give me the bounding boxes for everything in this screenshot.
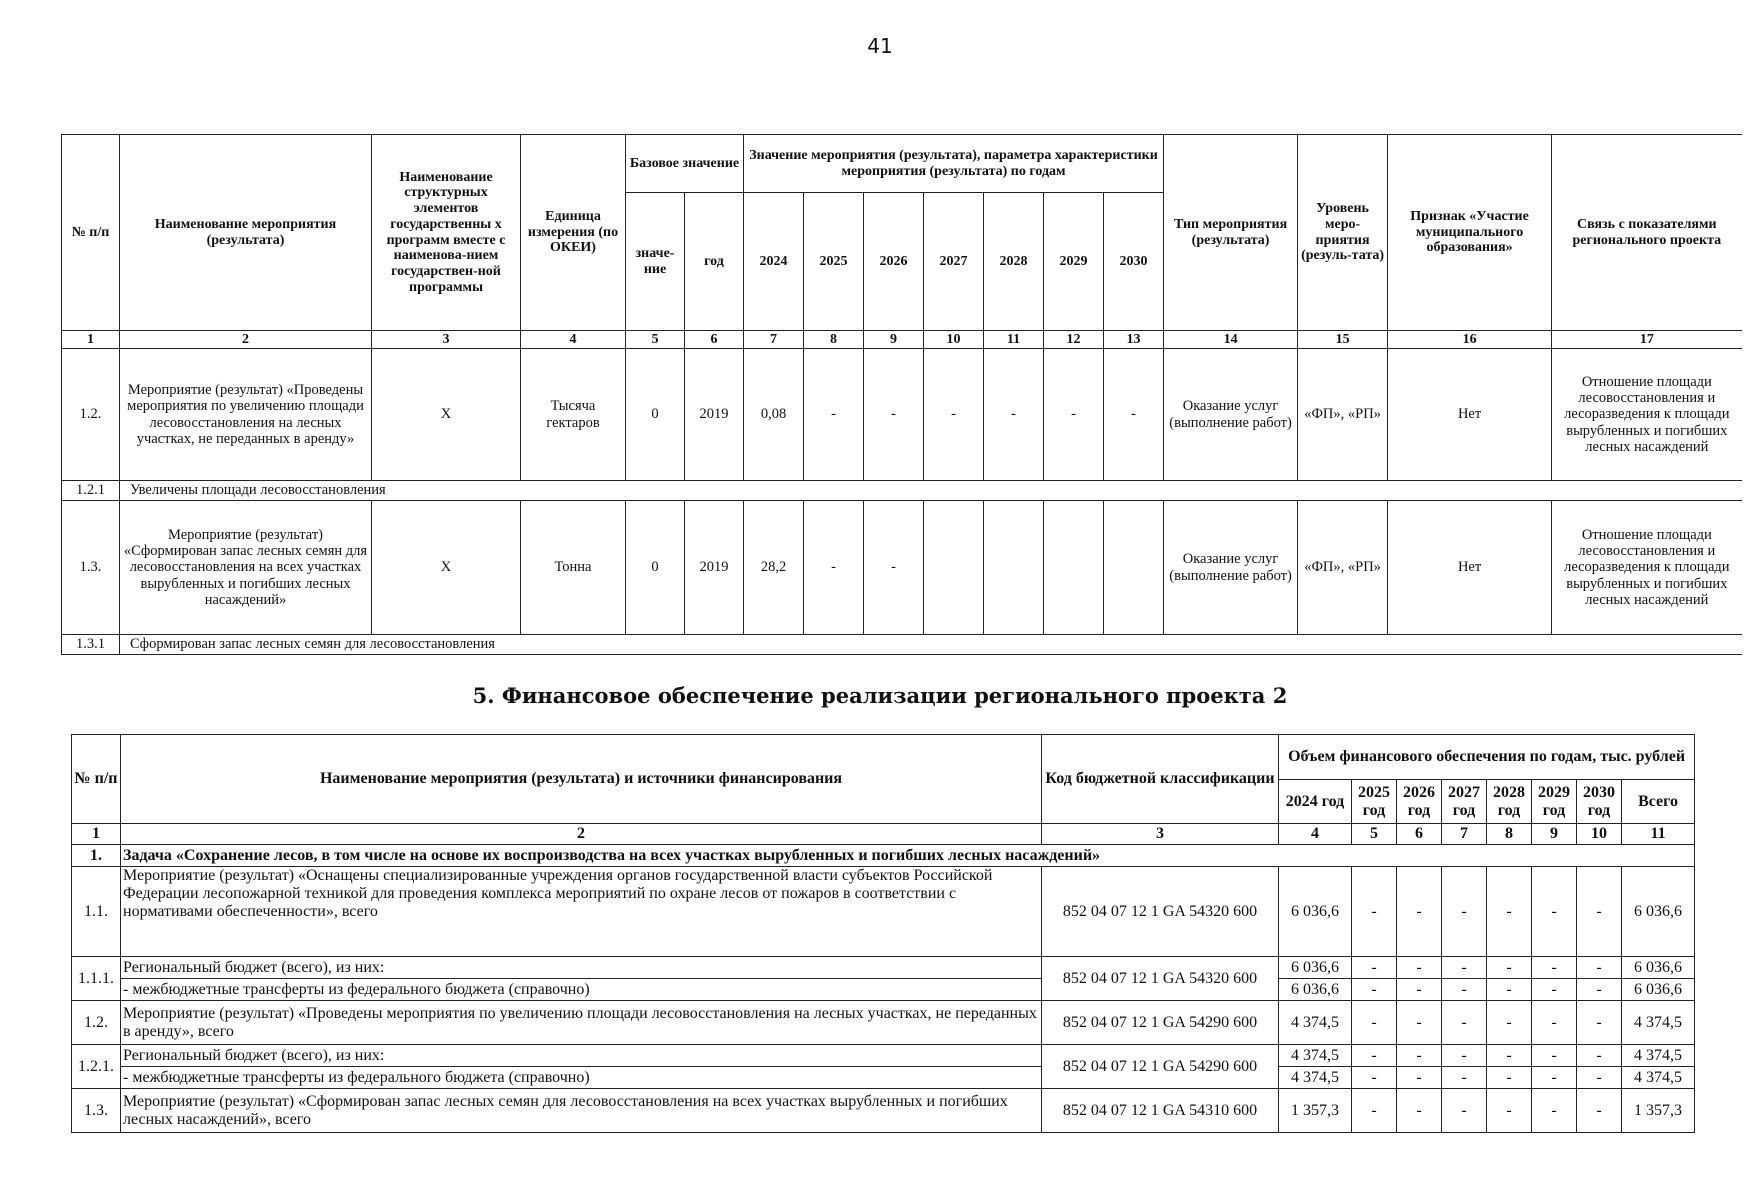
row-value: -: [1532, 979, 1577, 1001]
row-value: -: [1442, 979, 1487, 1001]
row-name: Мероприятие (результат) «Оснащены специализированные учреждения органов государственной власти субъектов Российской Федерации лесопожарной техникой для проведения комплекса мероприятий по охране лесов от пожаров в соответствии с нормативами обеспеченности», всего: [121, 867, 1042, 957]
row-value: -: [1532, 867, 1577, 957]
col-year-header: 2027: [924, 193, 984, 331]
table-row: [72, 867, 1695, 957]
row-base-value: 0: [626, 501, 685, 635]
col-number: 16: [1388, 331, 1552, 349]
row-num: 1.2.: [72, 1001, 121, 1045]
row-total: 1 357,3: [1622, 1089, 1695, 1133]
row-num: 1.3.1: [62, 635, 120, 655]
col-year-header: 2029: [1044, 193, 1104, 331]
col-year-header: 2030: [1104, 193, 1164, 331]
row-value: 4 374,5: [1279, 1067, 1352, 1089]
col-municipal-header: Признак «Участие муниципального образования»: [1388, 135, 1552, 331]
col-struct-header: Наименование структурных элементов государственны х программ вместе с наименова-нием государствен-ной программы: [372, 135, 521, 331]
col-base-year-header: год: [685, 193, 744, 331]
row-type: Оказание услуг (выполнение работ): [1164, 349, 1298, 481]
col-base-value-header: значе-ние: [626, 193, 685, 331]
col-name-header: Наименование мероприятия (результата) и источники финансирования: [121, 735, 1042, 824]
row-num: 1.1.1.: [72, 957, 121, 1001]
row-value: -: [1532, 1089, 1577, 1133]
col-number: 9: [1532, 824, 1577, 845]
column-numbers-row: [72, 824, 1695, 845]
row-value: -: [1577, 979, 1622, 1001]
col-unit-header: Единица измерения (по ОКЕИ): [521, 135, 626, 331]
row-value: 6 036,6: [1279, 957, 1352, 979]
row-value: -: [1577, 1045, 1622, 1067]
row-value: -: [1532, 957, 1577, 979]
col-number: 10: [1577, 824, 1622, 845]
row-name: Региональный бюджет (всего), из них:: [121, 957, 1042, 979]
col-number: 1: [62, 331, 120, 349]
row-num: 1.1.: [72, 867, 121, 957]
row-code: 852 04 07 12 1 GA 54290 600: [1042, 1001, 1279, 1045]
page-number: 41: [867, 34, 893, 58]
row-code: 852 04 07 12 1 GA 54290 600: [1042, 1045, 1279, 1089]
table-row: [72, 979, 1695, 1001]
row-year-value: 28,2: [744, 501, 804, 635]
row-total: 6 036,6: [1622, 867, 1695, 957]
col-number: 14: [1164, 331, 1298, 349]
col-year-header: 2025 год: [1352, 780, 1397, 824]
table-row: [72, 1045, 1695, 1067]
col-values-header: Значение мероприятия (результата), параметра характеристики мероприятия (результата) по годам: [744, 135, 1164, 193]
row-value: -: [1577, 867, 1622, 957]
row-year-value: [984, 501, 1044, 635]
col-year-header: 2026: [864, 193, 924, 331]
row-year-value: -: [984, 349, 1044, 481]
row-text: Увеличены площади лесовосстановления: [120, 481, 1742, 501]
row-value: 6 036,6: [1279, 867, 1352, 957]
table-row: [72, 1089, 1695, 1133]
row-value: -: [1397, 1089, 1442, 1133]
row-link: Отношение площади лесовосстановления и лесоразведения к площади вырубленных и погибших лесных насаждений: [1552, 349, 1742, 481]
col-year-header: 2028 год: [1487, 780, 1532, 824]
financing-table: [71, 734, 1695, 1133]
col-number: 3: [1042, 824, 1279, 845]
row-link: Отношение площади лесовосстановления и лесоразведения к площади вырубленных и погибших лесных насаждений: [1552, 501, 1742, 635]
col-number: 4: [1279, 824, 1352, 845]
row-value: -: [1397, 1001, 1442, 1045]
col-level-header: Уровень меро-приятия (резуль-тата): [1298, 135, 1388, 331]
row-value: -: [1487, 1045, 1532, 1067]
col-number: 1: [72, 824, 121, 845]
row-value: -: [1397, 1067, 1442, 1089]
row-code: 852 04 07 12 1 GA 54320 600: [1042, 957, 1279, 1001]
row-total: 6 036,6: [1622, 957, 1695, 979]
row-value: -: [1397, 1045, 1442, 1067]
col-year-header: 2028: [984, 193, 1044, 331]
row-name: Мероприятие (результат) «Проведены мероприятия по увеличению площади лесовосстановления на лесных участках, не переданных в аренду»: [120, 349, 372, 481]
row-value: -: [1352, 1067, 1397, 1089]
row-value: -: [1577, 1067, 1622, 1089]
row-name: - межбюджетные трансферты из федерального бюджета (справочно): [121, 1067, 1042, 1089]
row-value: -: [1532, 1001, 1577, 1045]
row-year-value: [1044, 501, 1104, 635]
row-value: 6 036,6: [1279, 979, 1352, 1001]
col-year-header: 2030 год: [1577, 780, 1622, 824]
row-value: -: [1577, 1089, 1622, 1133]
table-row: [62, 481, 1742, 501]
table-row: [62, 501, 1742, 635]
col-number: 5: [1352, 824, 1397, 845]
row-value: -: [1352, 957, 1397, 979]
section-title: 5. Финансовое обеспечение реализации регионального проекта 2: [472, 683, 1288, 708]
row-value: -: [1352, 1001, 1397, 1045]
row-code: 852 04 07 12 1 GA 54310 600: [1042, 1089, 1279, 1133]
col-type-header: Тип мероприятия (результата): [1164, 135, 1298, 331]
row-value: -: [1442, 1067, 1487, 1089]
row-base-value: 0: [626, 349, 685, 481]
column-numbers-row: [62, 331, 1742, 349]
col-number: 12: [1044, 331, 1104, 349]
row-value: -: [1487, 1067, 1532, 1089]
col-volume-header: Объем финансового обеспечения по годам, тыс. рублей: [1279, 735, 1695, 780]
table-row: [62, 635, 1742, 655]
table-row: [62, 349, 1742, 481]
row-num: 1.2.1.: [72, 1045, 121, 1089]
results-table: [61, 134, 1742, 655]
row-value: -: [1397, 979, 1442, 1001]
row-num: 1.3.: [72, 1089, 121, 1133]
row-num: 1.2.1: [62, 481, 120, 501]
col-code-header: Код бюджетной классификации: [1042, 735, 1279, 824]
col-number: 3: [372, 331, 521, 349]
row-base-year: 2019: [685, 349, 744, 481]
col-number: 2: [121, 824, 1042, 845]
row-name: Мероприятие (результат) «Проведены мероприятия по увеличению площади лесовосстановления на лесных участках, не переданных в аренду», всего: [121, 1001, 1042, 1045]
col-name-header: Наименование мероприятия (результата): [120, 135, 372, 331]
table-row: [72, 1001, 1695, 1045]
row-year-value: [1104, 501, 1164, 635]
row-num: 1.2.: [62, 349, 120, 481]
row-value: -: [1442, 1089, 1487, 1133]
row-name: Мероприятие (результат) «Сформирован запас лесных семян для лесовосстановления на всех участках вырубленных и погибших лесных насаждений», всего: [121, 1089, 1042, 1133]
row-year-value: 0,08: [744, 349, 804, 481]
row-name: - межбюджетные трансферты из федерального бюджета (справочно): [121, 979, 1042, 1001]
row-value: -: [1532, 1067, 1577, 1089]
col-number: 8: [804, 331, 864, 349]
row-value: 4 374,5: [1279, 1045, 1352, 1067]
row-struct: Х: [372, 501, 521, 635]
row-value: -: [1397, 957, 1442, 979]
task-text: Задача «Сохранение лесов, в том числе на основе их воспроизводства на всех участках вырубленных и погибших лесных насаждений»: [121, 845, 1695, 867]
row-value: -: [1487, 1001, 1532, 1045]
col-total-header: Всего: [1622, 780, 1695, 824]
col-number: 15: [1298, 331, 1388, 349]
row-year-value: [924, 501, 984, 635]
row-value: -: [1352, 867, 1397, 957]
row-value: 4 374,5: [1279, 1001, 1352, 1045]
row-value: -: [1352, 1089, 1397, 1133]
row-value: -: [1442, 867, 1487, 957]
row-year-value: -: [924, 349, 984, 481]
row-value: -: [1532, 1045, 1577, 1067]
row-year-value: -: [1044, 349, 1104, 481]
row-year-value: -: [804, 501, 864, 635]
col-num-header: № п/п: [72, 735, 121, 824]
table-row: [72, 957, 1695, 979]
row-total: 4 374,5: [1622, 1045, 1695, 1067]
row-value: -: [1397, 867, 1442, 957]
row-value: -: [1487, 1089, 1532, 1133]
col-number: 6: [1397, 824, 1442, 845]
row-value: -: [1442, 1001, 1487, 1045]
row-value: -: [1352, 979, 1397, 1001]
row-total: 6 036,6: [1622, 979, 1695, 1001]
row-value: -: [1442, 957, 1487, 979]
row-type: Оказание услуг (выполнение работ): [1164, 501, 1298, 635]
row-unit: Тысяча гектаров: [521, 349, 626, 481]
row-level: «ФП», «РП»: [1298, 501, 1388, 635]
row-municipal: Нет: [1388, 349, 1552, 481]
col-year-header: 2027 год: [1442, 780, 1487, 824]
col-number: 10: [924, 331, 984, 349]
row-value: 1 357,3: [1279, 1089, 1352, 1133]
col-number: 11: [984, 331, 1044, 349]
col-number: 17: [1552, 331, 1742, 349]
col-number: 8: [1487, 824, 1532, 845]
row-struct: Х: [372, 349, 521, 481]
row-text: Сформирован запас лесных семян для лесовосстановления: [120, 635, 1742, 655]
row-level: «ФП», «РП»: [1298, 349, 1388, 481]
col-number: 7: [744, 331, 804, 349]
row-num: 1.3.: [62, 501, 120, 635]
row-value: -: [1487, 957, 1532, 979]
col-number: 4: [521, 331, 626, 349]
row-code: 852 04 07 12 1 GA 54320 600: [1042, 867, 1279, 957]
row-year-value: -: [864, 349, 924, 481]
row-value: -: [1577, 957, 1622, 979]
col-number: 6: [685, 331, 744, 349]
row-total: 4 374,5: [1622, 1001, 1695, 1045]
col-number: 7: [1442, 824, 1487, 845]
col-base-header: Базовое значение: [626, 135, 744, 193]
col-number: 9: [864, 331, 924, 349]
row-year-value: -: [1104, 349, 1164, 481]
row-unit: Тонна: [521, 501, 626, 635]
row-value: -: [1487, 867, 1532, 957]
col-num-header: № п/п: [62, 135, 120, 331]
row-base-year: 2019: [685, 501, 744, 635]
row-value: -: [1577, 1001, 1622, 1045]
col-year-header: 2026 год: [1397, 780, 1442, 824]
col-year-header: 2029 год: [1532, 780, 1577, 824]
col-year-header: 2024 год: [1279, 780, 1352, 824]
col-year-header: 2025: [804, 193, 864, 331]
row-year-value: -: [864, 501, 924, 635]
col-number: 5: [626, 331, 685, 349]
col-number: 11: [1622, 824, 1695, 845]
row-name: Мероприятие (результат) «Сформирован запас лесных семян для лесовосстановления на всех участках вырубленных и погибших лесных насаждений»: [120, 501, 372, 635]
row-municipal: Нет: [1388, 501, 1552, 635]
col-number: 13: [1104, 331, 1164, 349]
row-num: 1.: [72, 845, 121, 867]
col-year-header: 2024: [744, 193, 804, 331]
row-value: -: [1487, 979, 1532, 1001]
table-row: [72, 1067, 1695, 1089]
row-value: -: [1442, 1045, 1487, 1067]
row-total: 4 374,5: [1622, 1067, 1695, 1089]
col-number: 2: [120, 331, 372, 349]
row-year-value: -: [804, 349, 864, 481]
row-value: -: [1352, 1045, 1397, 1067]
row-name: Региональный бюджет (всего), из них:: [121, 1045, 1042, 1067]
task-row: [72, 845, 1695, 867]
col-link-header: Связь с показателями регионального проекта: [1552, 135, 1742, 331]
